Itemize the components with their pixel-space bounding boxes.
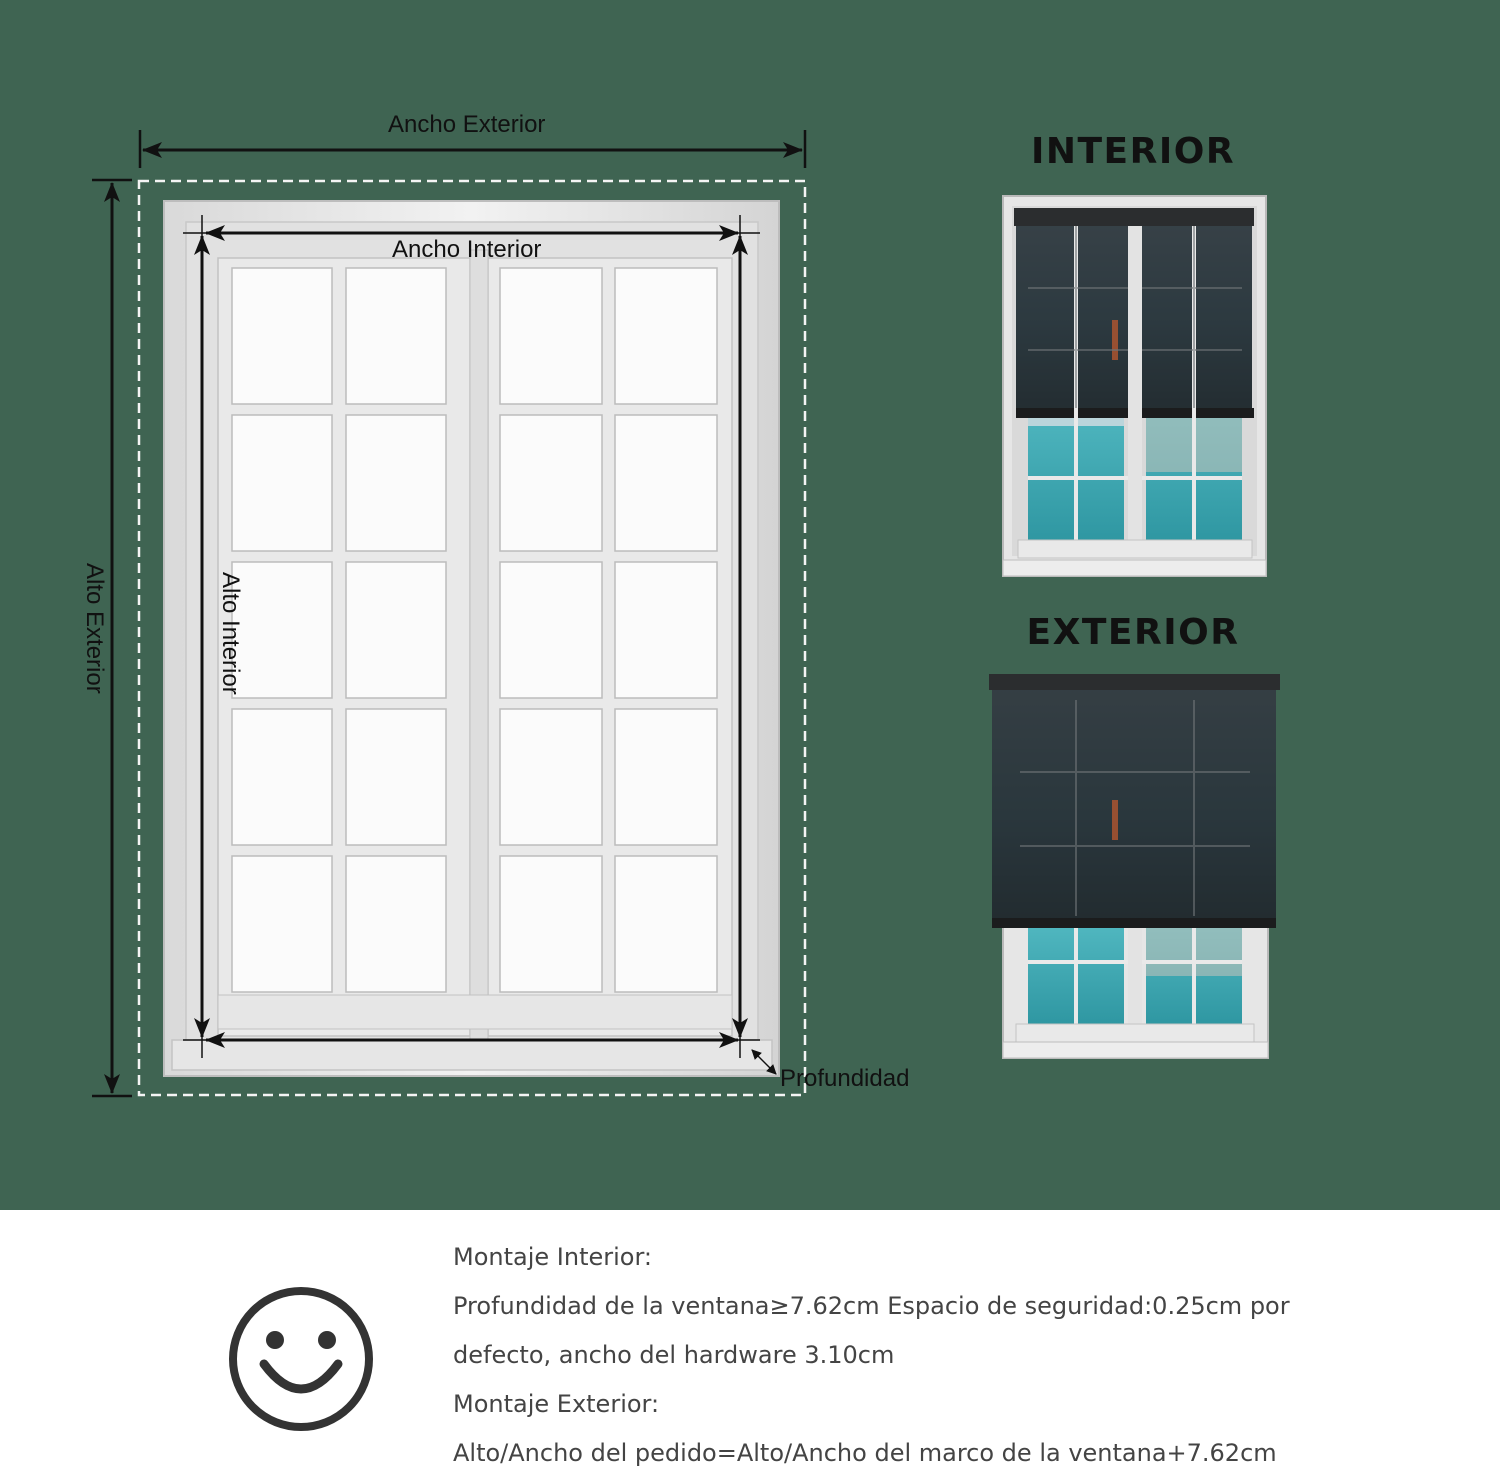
ancho-interior-label: Ancho Interior xyxy=(392,236,542,263)
note-line-hardware: defecto, ancho del hardware 3.10cm xyxy=(453,1341,895,1369)
ancho-exterior-label: Ancho Exterior xyxy=(388,111,546,138)
exterior-heading: EXTERIOR xyxy=(1026,612,1240,653)
note-line-formula: Alto/Ancho del pedido=Alto/Ancho del marco de la ventana+7.62cm xyxy=(453,1439,1277,1467)
note-line-montaje-exterior: Montaje Exterior: xyxy=(453,1390,660,1418)
profundidad-label: Profundidad xyxy=(780,1065,910,1092)
exterior-mount-window xyxy=(989,674,1280,1058)
interior-heading: INTERIOR xyxy=(1030,131,1236,172)
interior-mount-window xyxy=(1003,196,1266,576)
large-window-illustration xyxy=(164,201,779,1076)
alto-exterior-label: Alto Exterior xyxy=(81,563,108,694)
alto-interior-label: Alto Interior xyxy=(217,572,244,695)
note-line-profundidad: Profundidad de la ventana≥7.62cm Espacio de seguridad:0.25cm por xyxy=(453,1292,1290,1320)
note-line-montaje-interior: Montaje Interior: xyxy=(453,1243,652,1271)
instructions-panel xyxy=(0,1210,1500,1471)
smiley-face-icon xyxy=(226,1284,376,1434)
